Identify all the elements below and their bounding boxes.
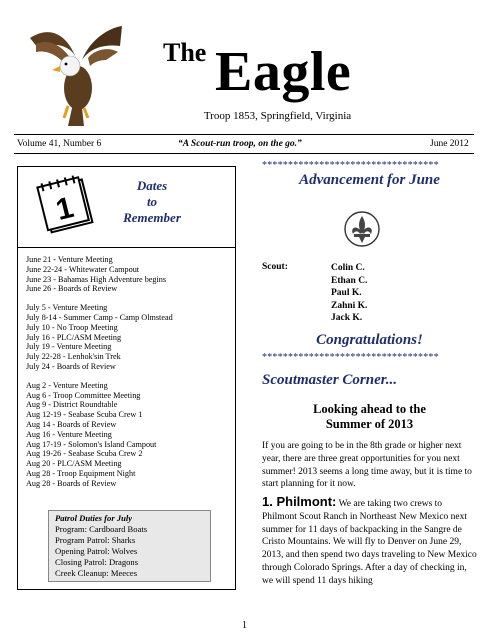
event-item: Aug 9 - District Roundtable [26,400,118,410]
scout-name: Jack K. [331,313,363,324]
event-item: Aug 12-19 - Seabase Scuba Crew 1 [26,410,143,420]
dates-heading-line: Remember [123,210,181,225]
svg-text:1: 1 [52,190,77,228]
title-the: The [163,38,207,67]
event-item: Aug 14 - Boards of Review [26,419,117,429]
scout-name: Zahni K. [331,300,368,311]
scout-fleur-de-lis-icon [343,210,381,248]
scout-name: Colin C. [331,263,365,273]
event-item: July 5 - Venture Meeting [26,303,108,313]
event-item: June 22-24 - Whitewater Campout [26,264,140,274]
looking-ahead-line: Summer of 2013 [325,417,414,431]
event-item: Aug 20 - PLC/ASM Meeting [26,459,122,469]
patrol-line: Closing Patrol: Dragons [55,557,139,567]
philmont-text: We are taking two crews to Philmont Scout Ranch in Northeast New Mexico next summer for 11 days of backpacking in the Sangre de Cristo Mountains. We will fly to Denver on June 29, 2013, and then spend two days traveling to New Mexico through Colorado Springs. After a day of checking in, we will spend 11 days hiking [262,499,477,586]
dates-heading [107,178,197,226]
top-rule [14,134,474,135]
star-divider: ********************************** [262,352,439,363]
patrol-duties-box [48,510,211,582]
patrol-line: Program Patrol: Sharks [55,535,136,545]
event-item: Aug 6 - Troop Committee Meeting [26,390,141,400]
scoutmaster-heading: Scoutmaster Corner... [262,372,398,388]
scout-name: Ethan C. [331,275,368,286]
philmont-paragraph [262,496,478,588]
event-item: Aug 2 - Venture Meeting [26,380,108,390]
advancement-heading: Advancement for June [299,172,440,188]
patrol-line: Opening Patrol: Wolves [55,546,138,556]
motto: “A Scout-run troop, on the go.” [178,139,302,149]
event-item: July 8-14 - Summer Camp - Camp Olmstead [26,312,173,322]
subtitle: Troop 1853, Springfield, Virginia [203,110,352,122]
event-group [26,255,232,294]
star-divider: ********************************** [262,160,439,171]
event-item: Aug 19-26 - Seabase Scuba Crew 2 [26,449,143,459]
event-item: July 24 - Boards of Review [26,361,116,371]
page-number: 1 [242,620,247,631]
issue-date: June 2012 [430,139,469,149]
philmont-heading: 1. Philmont: [262,494,337,509]
title-eagle: Eagle [215,41,352,103]
event-item: July 22-28 - Lenhok'sin Trek [26,352,121,362]
event-group [26,381,232,489]
congratulations: Congratulations! [316,332,423,348]
scout-list [331,262,367,325]
event-item: July 19 - Venture Meeting [26,342,112,352]
event-item: July 10 - No Troop Meeting [26,322,118,332]
looking-ahead-line: Looking ahead to the [313,402,426,416]
event-item: June 23 - Bahamas High Adventure begins [26,274,167,284]
looking-ahead-heading [262,402,477,432]
patrol-duties-title: Patrol Duties for July [55,513,133,523]
bottom-rule [14,153,474,154]
dates-heading-line: to [146,194,158,209]
calendar-icon [33,170,99,236]
scout-name: Paul K. [331,288,362,299]
event-item: Aug 28 - Troop Equipment Night [26,468,136,478]
event-item: June 26 - Boards of Review [26,284,118,294]
event-item: Aug 16 - Venture Meeting [26,429,112,439]
patrol-line: Creek Cleanup: Meeces [55,568,138,578]
intro-paragraph: If you are going to be in the 8th grade or higher next year, there are three great opportunities for you next summer! 2013 seems a long time away, but it is time to start planning for it now. [262,441,472,490]
event-item: June 21 - Venture Meeting [26,255,113,264]
event-item: Aug 17-19 - Solomon's Island Campout [26,439,157,449]
event-item: July 16 - PLC/ASM Meeting [26,332,122,342]
sidebar-divider [17,247,236,248]
volume-number: Volume 41, Number 6 [17,139,102,149]
event-list [26,255,232,498]
event-group [26,303,232,372]
dates-heading-line: Dates [136,178,168,193]
scout-label: Scout: [262,262,288,272]
event-item: Aug 28 - Boards of Review [26,478,117,488]
patrol-line: Program: Cardboard Boats [55,524,148,534]
